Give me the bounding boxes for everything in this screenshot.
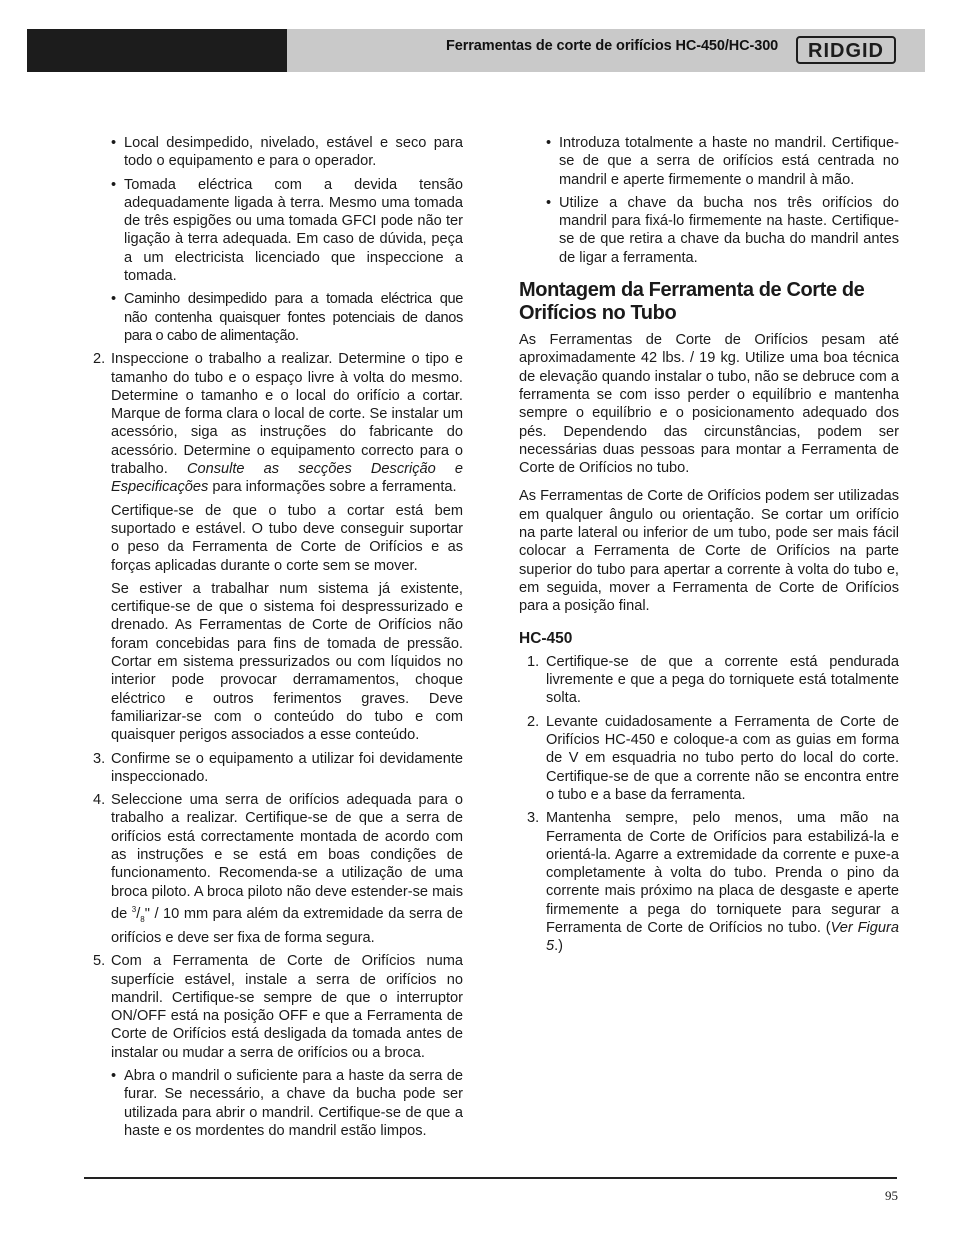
- item-number: 2.: [93, 351, 106, 368]
- item-text: Inspeccione o trabalho a realizar. Determine o tipo e tamanho do tubo e o espaço livre à volta do mesmo. Determine o tamanho e o local do orifício a cortar. Marque de forma clara o local de corte. Se instalar um acessório, siga as instruções do fabricante do acessório. Determine o equipamento correcto para o trabalho.: [111, 351, 463, 478]
- numbered-item-3: [93, 750, 463, 787]
- bullet-icon: •: [111, 1068, 117, 1085]
- bullet-text: Local desimpedido, nivelado, estável e seco para todo o equipamento e para o operador.: [124, 135, 463, 170]
- item-reference: Consulte as secções Descrição e Especificações: [111, 461, 464, 496]
- bullet-icon: •: [111, 135, 117, 151]
- item-text-tail: para informações sobre a ferramenta.: [212, 479, 457, 496]
- numbered-step-2: [519, 713, 899, 804]
- bullet-text: Introduza totalmente a haste no mandril. Certifique-se de que a serra de orifícios está centrada no mandril e aperte firmemente o mandril à mão.: [559, 135, 899, 188]
- header-black-bar: [27, 29, 287, 72]
- list-item: [519, 134, 899, 189]
- numbered-step-3: [519, 809, 899, 955]
- bullet-text: Utilize a chave da bucha nos três orifícios do mandril para fixá-lo firmemente na haste. Certifique-se de que retira a chave da bucha do mandril antes de ligar a ferramenta.: [559, 194, 899, 266]
- figure-reference-close: .): [554, 938, 564, 955]
- logo-text: RIDGID: [808, 40, 884, 62]
- list-item: [93, 134, 463, 171]
- bullet-text: Tomada eléctrica com a devida tensão adequadamente ligada à terra. Mesmo uma tomada de três espigões ou uma tomada GFCI pode não ter ligação à terra adequada. Em caso de dúvida, peça a um electricista licenciado que inspeccione a tomada.: [124, 176, 463, 285]
- step-number: 1.: [527, 653, 540, 670]
- right-column: [519, 134, 899, 961]
- paragraph: As Ferramentas de Corte de Orifícios podem ser utilizadas em qualquer ângulo ou orientação. Se cortar um orifício na parte lateral ou inferior de um tubo, pode ser mais fácil colocar a Ferramenta de Corte de Orifícios na parte superior do tubo para apertar a corrente à volta do tubo e, em seguida, mover a Ferramenta de Corte de Orifícios para a posição final.: [519, 488, 899, 615]
- footer-rule: [84, 1177, 897, 1179]
- item-text: " / 10 mm para além da extremidade da serra de orifícios e deve ser fixa de forma segura.: [111, 905, 463, 946]
- item-paragraph: Se estiver a trabalhar num sistema já existente, certifique-se de que o sistema foi despressurizado e drenado. As Ferramentas de Corte de Orifícios não foram concebidas para fins de tomada de pressão. Cortar em sistema pressurizados ou com líquidos no interior pode provocar derramamentos, choque eléctrico e outros ferimentos graves. Deve familiarizar-se com o conteúdo do tubo e com quaisquer perigos associados a esse conteúdo.: [111, 580, 463, 744]
- subheading: HC-450: [519, 629, 573, 647]
- numbered-item-2: [93, 350, 463, 496]
- page-number: 95: [885, 1188, 898, 1203]
- ridgid-logo: [796, 36, 896, 64]
- item-number: 4.: [93, 792, 106, 809]
- numbered-item-5: [93, 952, 463, 1062]
- header-title: Ferramentas de corte de orifícios HC-450/HC-300: [446, 38, 779, 54]
- figure-reference: Ver Figura 5: [546, 919, 899, 955]
- bullet-icon: •: [111, 176, 117, 193]
- step-text: Levante cuidadosamente a Ferramenta de Corte de Orifícios HC-450 e coloque-a com as guias em forma de V em esquadria no tubo perto do local do corte. Certifique-se de que a corrente não se encontra entre o tubo e a base da ferramenta.: [546, 713, 899, 803]
- item-number: 3.: [93, 750, 106, 767]
- step-text: Mantenha sempre, pelo menos, uma mão na Ferramenta de Corte de Orifícios para estabilizá-la e orientá-la. Agarre a extremidade da corrente e puxe-a completamente à volta do tubo. Prenda o pino da corrente mais próximo na placa de desgaste e aperte firmemente a pega do torniquete para segurar a Ferramenta de Corte de Orifícios no tubo.: [546, 810, 899, 936]
- item-paragraph: Certifique-se de que o tubo a cortar está bem suportado e estável. O tubo deve conseguir suportar o peso da Ferramenta de Corte de Orifícios e as forças aplicadas durante o corte sem se mover.: [111, 502, 463, 574]
- item-text: Com a Ferramenta de Corte de Orifícios numa superfície estável, instale a serra de orifícios no mandril. Certifique-se sempre de que o interruptor ON/OFF está na posição OFF e que a Ferramenta de Corte de Orifícios está desligada da tomada antes de instalar ou mudar a serra de orifícios ou a broca.: [111, 953, 463, 1061]
- figure-reference-open: (: [825, 919, 831, 936]
- item-number: 5.: [93, 953, 106, 970]
- step-number: 2.: [527, 713, 540, 730]
- item-text: Seleccione uma serra de orifícios adequada para o trabalho a realizar. Certifique-se de que a serra de orifícios está correctamente montada de acordo com as instruções e se está em boas condições de funcionamento. Recomenda-se a utilização de uma broca piloto. A broca piloto não deve estender-se mais de: [111, 792, 463, 922]
- numbered-step-1: [519, 653, 899, 708]
- list-item: [93, 290, 463, 345]
- paragraph: As Ferramentas de Corte de Orifícios pesam até aproximadamente 42 lbs. / 19 kg. Utilize uma boa técnica de elevação quando instalar o tubo, não se debruce com a ferramenta se com isso perder o equilíbrio e mantenha sempre o equilíbrio e o posicionamento adequado dos pés. Dependendo das circunstâncias, podem ser necessárias duas pessoas para montar a Ferramenta de Corte de Orifícios no tubo.: [519, 332, 899, 477]
- fraction: $^3/_8$: [131, 904, 145, 924]
- bullet-icon: •: [546, 194, 552, 211]
- step-text: Certifique-se de que a corrente está pendurada livremente e que a pega do torniquete está totalmente solta.: [546, 653, 899, 707]
- list-item: [93, 176, 463, 286]
- bullet-text: Abra o mandril o suficiente para a haste da serra de furar. Se necessário, a chave da bucha pode ser utilizada para abrir o mandril. Certifique-se de que a haste e os mordentes do mandril estão limpos.: [124, 1068, 463, 1139]
- numbered-item-4: [93, 791, 463, 947]
- bullet-icon: •: [546, 135, 552, 151]
- list-item: [93, 1067, 463, 1140]
- section-heading: Montagem da Ferramenta de Corte de Orifícios no Tubo: [519, 279, 865, 325]
- bullet-text: Caminho desimpedido para a tomada eléctrica que não contenha quaisquer fontes potenciais de danos para o cabo de alimentação.: [124, 291, 463, 344]
- bullet-icon: •: [111, 291, 116, 308]
- item-text: Confirme se o equipamento a utilizar foi devidamente inspeccionado.: [111, 750, 463, 785]
- left-column: [93, 134, 463, 1145]
- step-number: 3.: [527, 810, 540, 827]
- list-item: [519, 194, 899, 267]
